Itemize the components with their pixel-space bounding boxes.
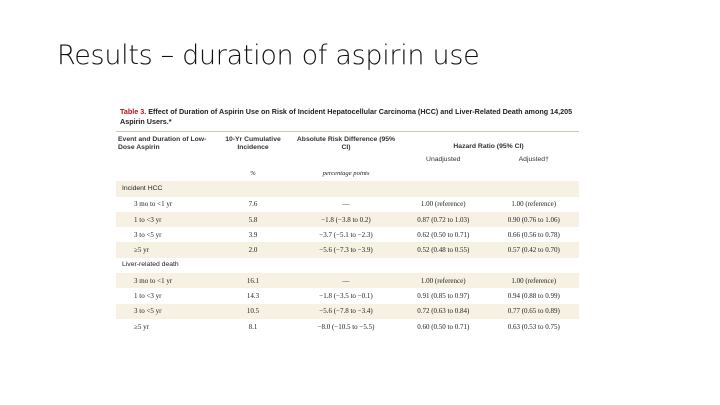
cell-unadjusted: 0.62 (0.50 to 0.71) xyxy=(417,230,470,239)
slide-title: Results – duration of aspirin use xyxy=(57,40,480,71)
cell-incidence: 8.1 xyxy=(248,322,258,331)
cell-duration: ≥5 yr xyxy=(116,242,212,257)
table-caption xyxy=(116,105,579,132)
cell-ard: −5.6 (−7.3 to −3.9) xyxy=(294,242,398,257)
cell-adjusted: 0.77 (0.65 to 0.89) xyxy=(489,304,580,319)
cell-ard: −8.0 (−10.5 to −5.5) xyxy=(317,322,375,331)
unit-incidence: % xyxy=(250,169,256,177)
table-body xyxy=(116,166,579,334)
group-row xyxy=(116,181,579,196)
units-row xyxy=(116,166,579,181)
cell-unadjusted: 1.00 (reference) xyxy=(398,273,489,288)
cell-unadjusted: 0.52 (0.48 to 0.55) xyxy=(398,242,489,257)
header-adjusted: Adjusted† xyxy=(518,156,549,163)
cell-adjusted: 0.57 (0.42 to 0.70) xyxy=(489,242,580,257)
cell-duration: 3 to <5 yr xyxy=(116,304,212,319)
cell-adjusted: 1.00 (reference) xyxy=(511,200,557,209)
table-row xyxy=(116,304,579,319)
cell-duration: 3 mo to <1 yr xyxy=(116,273,212,288)
header-ard: Absolute Risk Difference (95% CI) xyxy=(296,136,396,151)
results-table-figure xyxy=(116,105,579,372)
header-hazard-ratio: Hazard Ratio (95% CI) xyxy=(453,143,524,150)
cell-unadjusted: 1.00 (reference) xyxy=(420,200,466,209)
cell-ard: −1.8 (−3.5 to −0.1) xyxy=(319,292,373,301)
table-row xyxy=(116,197,579,212)
cell-ard: — xyxy=(294,273,398,288)
cell-unadjusted: 0.72 (0.63 to 0.84) xyxy=(398,304,489,319)
cell-ard: — xyxy=(342,200,350,209)
cell-ard: −5.6 (−7.8 to −3.4) xyxy=(294,304,398,319)
unit-ard: percentage points xyxy=(322,169,370,177)
table-row xyxy=(116,288,579,303)
cell-incidence: 2.0 xyxy=(212,242,294,257)
cell-adjusted: 0.94 (0.88 to 0.99) xyxy=(507,292,560,301)
table-row xyxy=(116,319,579,334)
cell-ard: −1.8 (−3.8 to 0.2) xyxy=(294,212,398,227)
table-row xyxy=(116,242,579,257)
group-row xyxy=(116,258,579,273)
group-label: Incident HCC xyxy=(116,181,579,196)
cell-adjusted: 1.00 (reference) xyxy=(489,273,580,288)
table-number: Table 3. xyxy=(120,107,147,116)
group-label: Liver-related death xyxy=(122,261,179,269)
cell-incidence: 5.8 xyxy=(212,212,294,227)
table-row xyxy=(116,273,579,288)
cell-adjusted: 0.90 (0.76 to 1.06) xyxy=(489,212,580,227)
cell-duration: 1 to <3 yr xyxy=(134,292,162,301)
cell-unadjusted: 0.91 (0.85 to 0.97) xyxy=(417,292,470,301)
table-caption-text: Effect of Duration of Aspirin Use on Risk of Incident Hepatocellular Carcinoma (HCC) and Liver-Related Death among 14,205 Aspirin Users.* xyxy=(120,107,573,126)
cell-adjusted: 0.63 (0.53 to 0.75) xyxy=(507,322,560,331)
cell-unadjusted: 0.60 (0.50 to 0.71) xyxy=(417,322,470,331)
cell-adjusted: 0.66 (0.56 to 0.78) xyxy=(507,230,560,239)
results-table xyxy=(116,132,579,334)
cell-incidence: 7.6 xyxy=(248,200,258,209)
cell-duration: 3 mo to <1 yr xyxy=(134,200,173,209)
header-unadjusted: Unadjusted xyxy=(426,156,461,163)
cell-ard: −3.7 (−5.1 to −2.3) xyxy=(319,230,373,239)
cell-duration: 3 to <5 yr xyxy=(134,230,162,239)
table-row xyxy=(116,227,579,242)
header-event: Event and Duration of Low-Dose Aspirin xyxy=(118,136,207,151)
cell-incidence: 16.1 xyxy=(212,273,294,288)
cell-duration: 1 to <3 yr xyxy=(116,212,212,227)
table-row xyxy=(116,212,579,227)
cell-duration: ≥5 yr xyxy=(134,322,149,331)
header-incidence: 10-Yr Cumulative Incidence xyxy=(225,136,281,151)
cell-unadjusted: 0.87 (0.72 to 1.03) xyxy=(398,212,489,227)
cell-incidence: 10.5 xyxy=(212,304,294,319)
cell-incidence: 3.9 xyxy=(248,230,258,239)
cell-incidence: 14.3 xyxy=(246,292,260,301)
